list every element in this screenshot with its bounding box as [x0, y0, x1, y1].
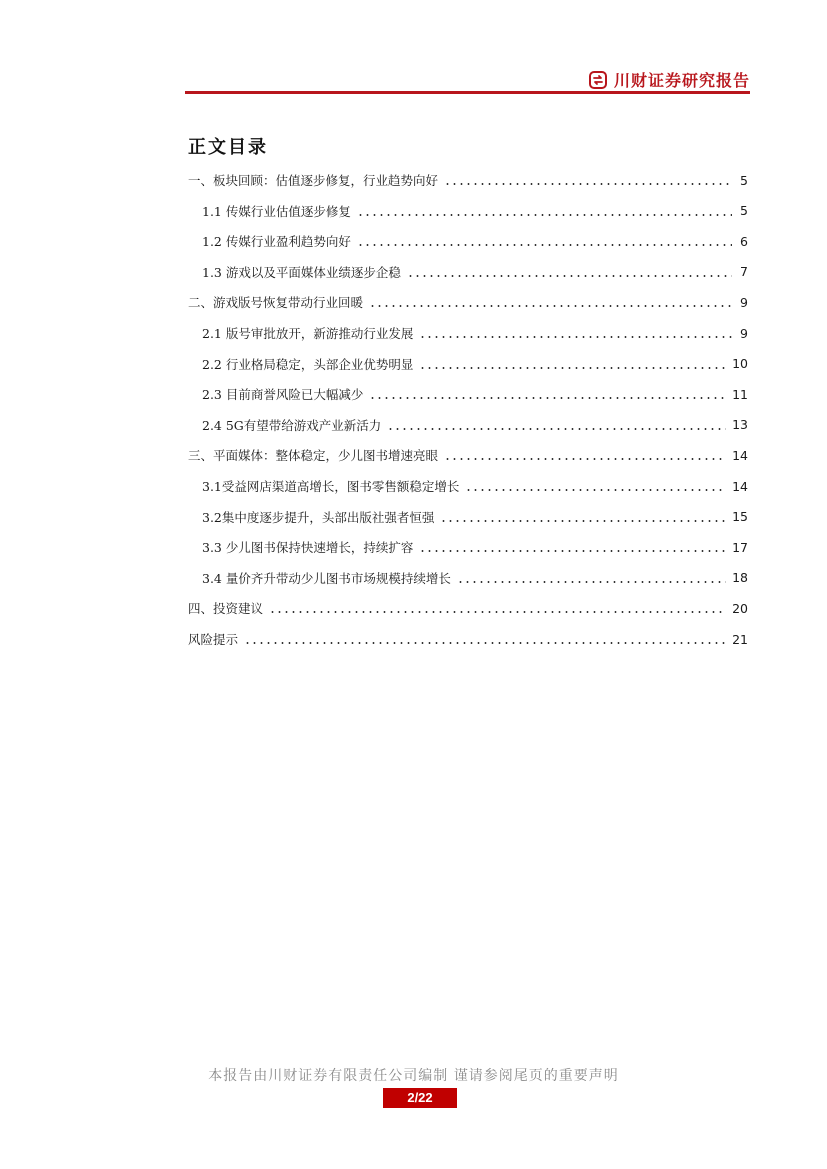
- report-header: [185, 66, 750, 96]
- toc-entry[interactable]: [202, 199, 748, 223]
- toc-dot-leader: [419, 336, 732, 338]
- toc-entry-title: 1.3 游戏以及平面媒体业绩逐步企稳: [202, 264, 401, 280]
- toc-entry[interactable]: [202, 382, 748, 406]
- toc-entry-page: 13: [732, 417, 748, 433]
- toc-entry-page: 14: [732, 447, 748, 463]
- toc-entry-title: 三、平面媒体：整体稳定，少儿图书增速亮眼: [188, 448, 439, 464]
- toc-title: 正文目录: [188, 137, 268, 158]
- toc-entry-page: 9: [740, 294, 748, 310]
- toc-dot-leader: [419, 550, 726, 552]
- toc-dot-leader: [357, 214, 732, 216]
- toc-entry-title: 3.4 量价齐升带动少儿图书市场规模持续增长: [202, 570, 451, 586]
- brand-logo-icon: [589, 71, 607, 89]
- toc-dot-leader: [444, 183, 732, 185]
- toc-entry-page: 14: [732, 478, 748, 494]
- toc-entry[interactable]: [188, 627, 748, 651]
- toc-entry-title: 3.1受益网店渠道高增长，图书零售额稳定增长: [202, 479, 460, 494]
- toc-entry-title: 3.2集中度逐步提升，头部出版社强者恒强: [202, 509, 435, 525]
- toc-entry-title: 一、板块回顾：估值逐步修复，行业趋势向好: [188, 173, 439, 188]
- toc-entry[interactable]: [202, 505, 748, 529]
- toc-dot-leader: [369, 305, 732, 307]
- toc-dot-leader: [444, 458, 726, 460]
- toc-entry-title: 1.1 传媒行业估值逐步修复: [202, 203, 351, 219]
- toc-entry[interactable]: [202, 413, 748, 437]
- toc-entry-page: 6: [740, 233, 748, 249]
- toc-entry[interactable]: [188, 596, 748, 620]
- toc-entry-title: 二、游戏版号恢复带动行业回暖: [188, 295, 364, 311]
- toc-entry[interactable]: [202, 566, 748, 590]
- toc-entry[interactable]: [188, 168, 748, 192]
- toc-entry[interactable]: [188, 290, 748, 314]
- toc-entry-title: 四、投资建议: [188, 601, 264, 617]
- toc-entry[interactable]: [202, 260, 748, 284]
- brand-name: 川财证券研究报告: [613, 71, 750, 90]
- toc-dot-leader: [407, 275, 732, 277]
- toc-dot-leader: [369, 397, 726, 399]
- toc-entry-title: 风险提示: [188, 632, 239, 647]
- toc-entry-page: 17: [732, 539, 748, 555]
- page-number-badge: 2/22: [383, 1088, 457, 1108]
- toc-entry-page: 21: [732, 631, 748, 647]
- toc-entry-title: 2.2 行业格局稳定，头部企业优势明显: [202, 356, 414, 372]
- toc-entry-page: 7: [740, 264, 748, 280]
- toc-entry[interactable]: [202, 352, 748, 376]
- toc-entry[interactable]: [202, 229, 748, 253]
- toc-entry-title: 2.4 5G有望带给游戏产业新活力: [202, 417, 382, 433]
- toc-dot-leader: [244, 642, 726, 644]
- toc-entry-title: 3.3 少儿图书保持快速增长，持续扩容: [202, 540, 414, 556]
- toc-dot-leader: [387, 428, 726, 430]
- toc-dot-leader: [419, 367, 726, 369]
- toc-entry-title: 1.2 传媒行业盈利趋势向好: [202, 234, 351, 250]
- toc-dot-leader: [465, 489, 726, 491]
- toc-entry[interactable]: [202, 535, 748, 559]
- toc-entry[interactable]: [202, 321, 748, 345]
- toc-entry-page: 10: [732, 356, 748, 372]
- toc-dot-leader: [357, 244, 732, 246]
- toc-dot-leader: [269, 611, 726, 613]
- toc-dot-leader: [440, 520, 726, 522]
- toc-entry-page: 9: [740, 325, 748, 341]
- toc-entry-page: 20: [732, 600, 748, 616]
- toc-entry-page: 15: [732, 509, 748, 525]
- toc-entry-page: 5: [740, 172, 748, 188]
- toc-entry-title: 2.3 目前商誉风险已大幅减少: [202, 387, 364, 403]
- toc-dot-leader: [457, 581, 726, 583]
- toc-entry[interactable]: [188, 443, 748, 467]
- brand: [589, 68, 750, 91]
- toc-entry-title: 2.1 版号审批放开，新游推动行业发展: [202, 326, 414, 341]
- toc-entry-page: 18: [732, 570, 748, 586]
- toc-entry-page: 11: [732, 386, 748, 402]
- header-rule: [185, 91, 750, 94]
- toc-entry-page: 5: [740, 203, 748, 219]
- footer-disclaimer: 本报告由川财证券有限责任公司编制 谨请参阅尾页的重要声明: [208, 1068, 619, 1084]
- toc-entry[interactable]: [202, 474, 748, 498]
